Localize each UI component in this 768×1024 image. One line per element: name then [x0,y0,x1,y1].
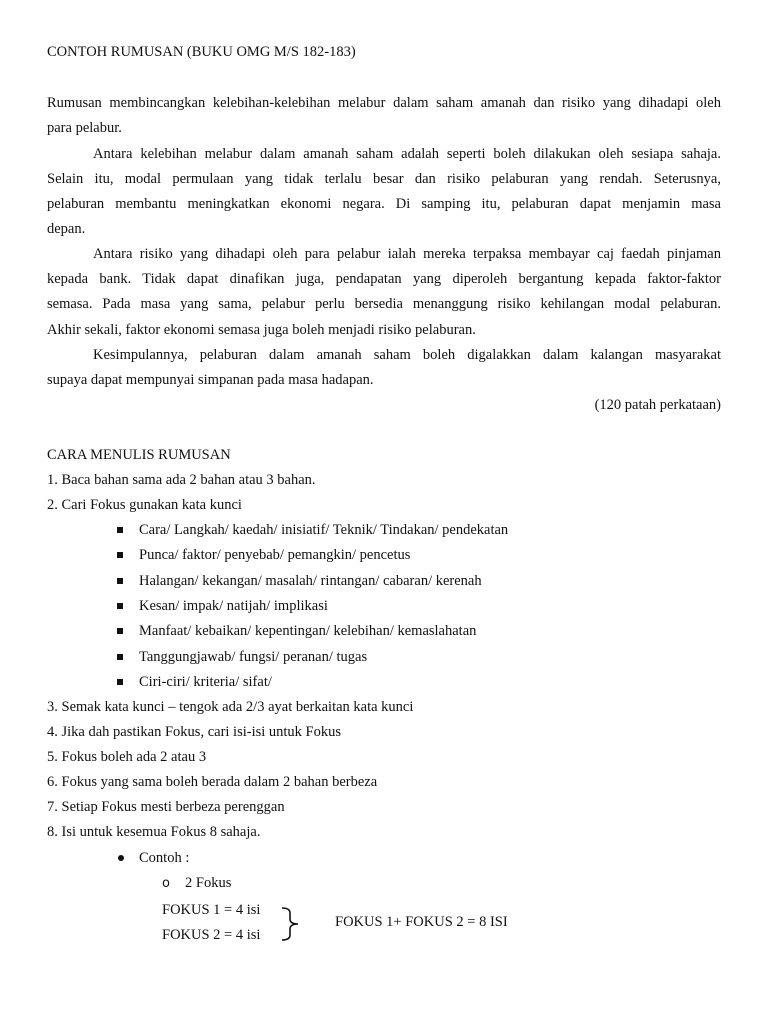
para3-line-2: supaya dapat mempunyai simpanan pada masa hadapan. [47,372,374,388]
square-bullet-icon [117,527,123,533]
para2-line-2: kepada bank. Tidak dapat dinafikan juga, pendapatan yang diperoleh bergantung kepada faktor-faktor [47,271,721,287]
step-2: 2. Cari Fokus gunakan kata kunci [47,497,242,513]
square-bullet-icon [117,679,123,685]
intro-line-2: para pelabur. [47,120,122,136]
para1-line-4: depan. [47,221,86,237]
keyword-item: Halangan/ kekangan/ masalah/ rintangan/ cabaran/ kerenah [139,573,482,589]
intro-line-1: Rumusan membincangkan kelebihan-kelebihan melabur dalam saham amanah dan risiko yang dihadapi oleh [47,95,721,111]
step-7: 7. Setiap Fokus mesti berbeza perenggan [47,799,285,815]
example-sub-item: 2 Fokus [185,875,232,891]
keyword-item: Punca/ faktor/ penyebab/ pemangkin/ pencetus [139,547,411,563]
para1-line-1: Antara kelebihan melabur dalam amanah saham adalah seperti boleh dilakukan oleh sesiapa sahaja. [93,146,721,162]
example-label: Contoh : [139,850,190,866]
fokus-2-line: FOKUS 2 = 4 isi [162,927,261,943]
square-bullet-icon [117,578,123,584]
square-bullet-icon [117,552,123,558]
square-bullet-icon [117,603,123,609]
round-bullet-icon [118,855,124,861]
keyword-item: Ciri-ciri/ kriteria/ sifat/ [139,674,272,690]
keyword-item: Tanggungjawab/ fungsi/ peranan/ tugas [139,649,368,665]
keyword-item: Manfaat/ kebaikan/ kepentingan/ kelebihan/ kemaslahatan [139,623,477,639]
fokus-total: FOKUS 1+ FOKUS 2 = 8 ISI [335,914,508,930]
hollow-bullet-icon: o [162,876,170,891]
section2-title: CARA MENULIS RUMUSAN [47,447,231,463]
para1-line-2: Selain itu, modal permulaan yang tidak terlalu besar dan risiko pelaburan yang rendah. Seterusnya, [47,171,721,187]
step-1: 1. Baca bahan sama ada 2 bahan atau 3 bahan. [47,472,316,488]
fokus-1-line: FOKUS 1 = 4 isi [162,902,261,918]
step-8: 8. Isi untuk kesemua Fokus 8 sahaja. [47,824,261,840]
para2-line-4: Akhir sekali, faktor ekonomi semasa juga boleh menjadi risiko pelaburan. [47,322,476,338]
para3-line-1: Kesimpulannya, pelaburan dalam amanah saham boleh digalakkan dalam kalangan masyarakat [93,347,721,363]
document-heading: CONTOH RUMUSAN (BUKU OMG M/S 182-183) [47,44,356,60]
keyword-item: Cara/ Langkah/ kaedah/ inisiatif/ Teknik/ Tindakan/ pendekatan [139,522,509,538]
para1-line-3: pelaburan membantu meningkatkan ekonomi negara. Di samping itu, pelaburan dapat menjamin masa [47,196,721,212]
keyword-item: Kesan/ impak/ natijah/ implikasi [139,598,328,614]
step-4: 4. Jika dah pastikan Fokus, cari isi-isi untuk Fokus [47,724,342,740]
right-brace-icon [280,906,306,942]
word-count: (120 patah perkataan) [594,397,721,413]
para2-line-1: Antara risiko yang dihadapi oleh para pelabur ialah mereka terpaksa membayar caj faedah pinjaman [93,246,721,262]
square-bullet-icon [117,654,123,660]
step-5: 5. Fokus boleh ada 2 atau 3 [47,749,207,765]
step-3: 3. Semak kata kunci – tengok ada 2/3 ayat berkaitan kata kunci [47,699,414,715]
step-6: 6. Fokus yang sama boleh berada dalam 2 bahan berbeza [47,774,378,790]
square-bullet-icon [117,628,123,634]
para2-line-3: semasa. Pada masa yang sama, pelabur perlu bersedia menanggung risiko kehilangan modal pelaburan. [47,296,721,312]
